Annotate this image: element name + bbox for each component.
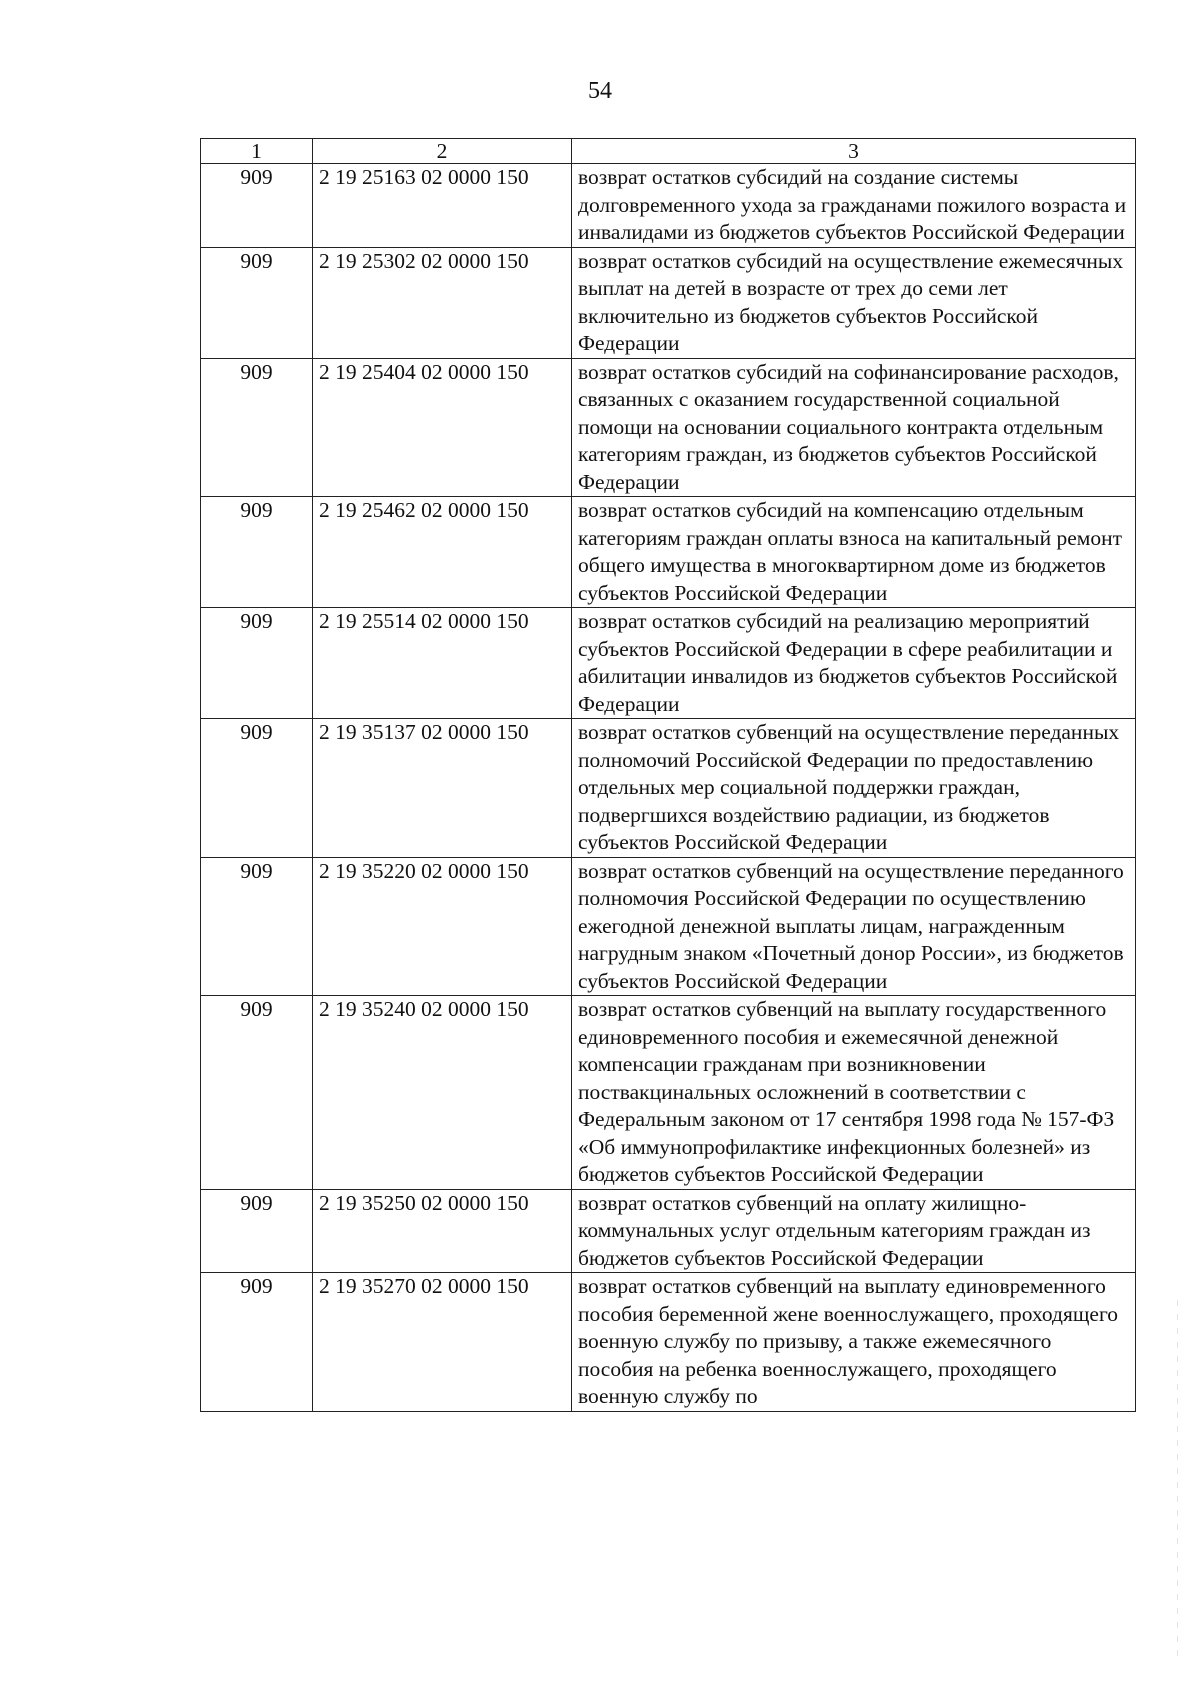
admin-code-cell: 909: [201, 996, 313, 1190]
admin-code-cell: 909: [201, 857, 313, 996]
description-cell: возврат остатков субвенций на оплату жилищно-коммунальных услуг отдельным категориям граждан из бюджетов субъектов Российской Федерации: [572, 1189, 1136, 1273]
description-cell: возврат остатков субсидий на осуществление ежемесячных выплат на детей в возрасте от трех до семи лет включительно из бюджетов субъектов Российской Федерации: [572, 247, 1136, 358]
column-header-3: 3: [572, 139, 1136, 164]
budget-class-code-cell: 2 19 35240 02 0000 150: [313, 996, 572, 1190]
admin-code-cell: 909: [201, 1273, 313, 1412]
table-row: [201, 857, 1136, 996]
column-header-1: 1: [201, 139, 313, 164]
table-row: [201, 358, 1136, 497]
table-row: [201, 1189, 1136, 1273]
table-row: [201, 164, 1136, 248]
description-cell: возврат остатков субсидий на софинансирование расходов, связанных с оказанием государственной социальной помощи на основании социального контракта отдельным категориям граждан, из бюджетов субъектов Российской Федерации: [572, 358, 1136, 497]
budget-class-code-cell: 2 19 25163 02 0000 150: [313, 164, 572, 248]
admin-code-cell: 909: [201, 497, 313, 608]
admin-code-cell: 909: [201, 164, 313, 248]
table-row: [201, 996, 1136, 1190]
table-header-row: [201, 139, 1136, 164]
table-row: [201, 1273, 1136, 1412]
budget-class-code-cell: 2 19 25514 02 0000 150: [313, 608, 572, 719]
description-cell: возврат остатков субвенций на выплату единовременного пособия беременной жене военнослужащего, проходящего военную службу по призыву, а также ежемесячного пособия на ребенка военнослужащего, проходящего военную службу по: [572, 1273, 1136, 1412]
table-row: [201, 719, 1136, 858]
budget-class-code-cell: 2 19 35270 02 0000 150: [313, 1273, 572, 1412]
table-row: [201, 247, 1136, 358]
description-cell: возврат остатков субсидий на компенсацию отдельным категориям граждан оплаты взноса на капитальный ремонт общего имущества в многоквартирном доме из бюджетов субъектов Российской Федерации: [572, 497, 1136, 608]
budget-class-code-cell: 2 19 35220 02 0000 150: [313, 857, 572, 996]
admin-code-cell: 909: [201, 358, 313, 497]
table-row: [201, 497, 1136, 608]
column-header-2: 2: [313, 139, 572, 164]
description-cell: возврат остатков субвенций на выплату государственного единовременного пособия и ежемесячной денежной компенсации гражданам при возникновении поствакцинальных осложнений в соответствии с Федеральным законом от 17 сентября 1998 года № 157-ФЗ «Об иммунопрофилактике инфекционных болезней» из бюджетов субъектов Российской Федерации: [572, 996, 1136, 1190]
description-cell: возврат остатков субсидий на реализацию мероприятий субъектов Российской Федерации в сфере реабилитации и абилитации инвалидов из бюджетов субъектов Российской Федерации: [572, 608, 1136, 719]
admin-code-cell: 909: [201, 608, 313, 719]
budget-class-code-cell: 2 19 25462 02 0000 150: [313, 497, 572, 608]
scan-artifact-line: [1177, 1300, 1178, 1660]
budget-codes-table: [200, 138, 1136, 1412]
budget-class-code-cell: 2 19 25302 02 0000 150: [313, 247, 572, 358]
page-number: 54: [588, 78, 612, 104]
budget-class-code-cell: 2 19 35250 02 0000 150: [313, 1189, 572, 1273]
admin-code-cell: 909: [201, 719, 313, 858]
budget-class-code-cell: 2 19 35137 02 0000 150: [313, 719, 572, 858]
admin-code-cell: 909: [201, 1189, 313, 1273]
description-cell: возврат остатков субсидий на создание системы долговременного ухода за гражданами пожилого возраста и инвалидами из бюджетов субъектов Российской Федерации: [572, 164, 1136, 248]
description-cell: возврат остатков субвенций на осуществление переданных полномочий Российской Федерации по предоставлению отдельных мер социальной поддержки граждан, подвергшихся воздействию радиации, из бюджетов субъектов Российской Федерации: [572, 719, 1136, 858]
table-row: [201, 608, 1136, 719]
description-cell: возврат остатков субвенций на осуществление переданного полномочия Российской Федерации по осуществлению ежегодной денежной выплаты лицам, награжденным нагрудным знаком «Почетный донор России», из бюджетов субъектов Российской Федерации: [572, 857, 1136, 996]
admin-code-cell: 909: [201, 247, 313, 358]
budget-class-code-cell: 2 19 25404 02 0000 150: [313, 358, 572, 497]
